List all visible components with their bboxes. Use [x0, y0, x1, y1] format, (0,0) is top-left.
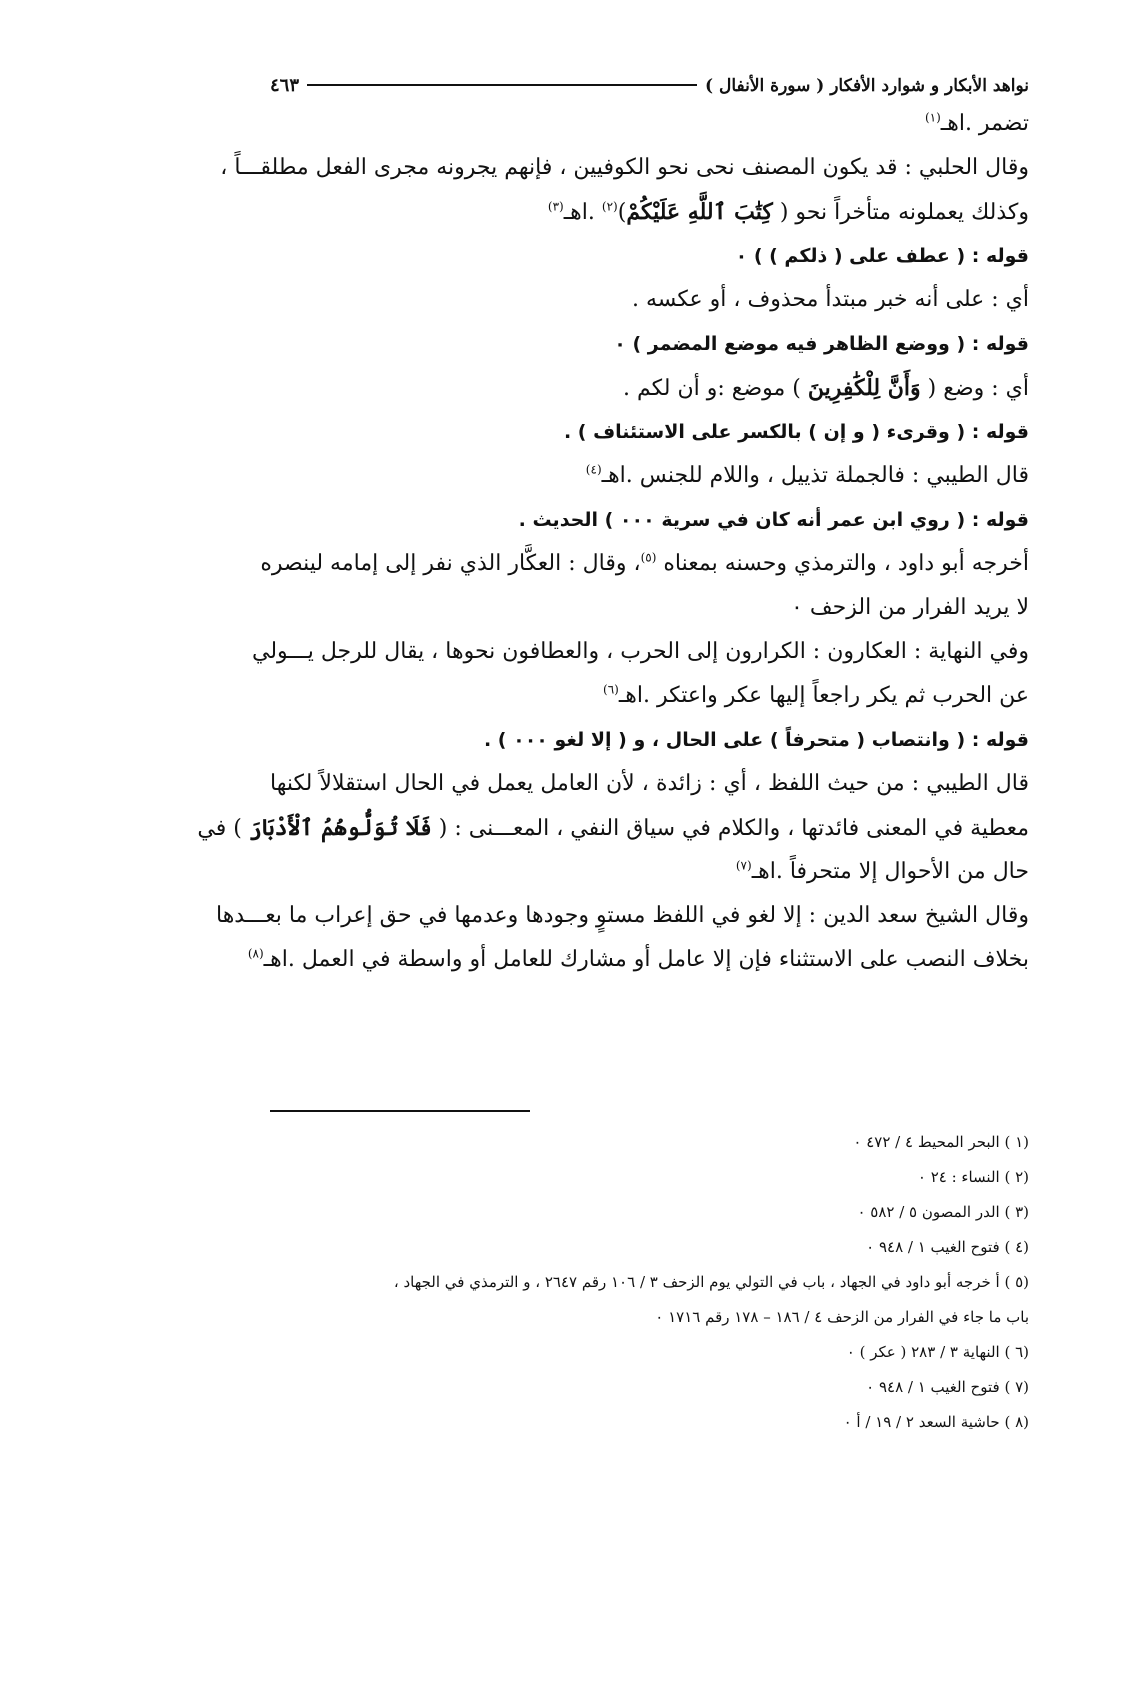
- text-line: [260, 542, 1029, 586]
- footnotes: [270, 1125, 1029, 1440]
- footnote-item: (٨ ) حاشية السعد ٢ / ١٩ / أ ٠: [843, 1413, 1029, 1431]
- footnote-separator: [270, 1110, 530, 1112]
- line-text: تضمر .اهـ: [940, 111, 1029, 136]
- footnote-ref: (٧): [735, 858, 752, 873]
- text-line: [270, 366, 1029, 410]
- footnote-item: (٥ ) أ خرجه أبو داود في الجهاد ، باب في التولي يوم الزحف ٣ / ١٠٦ رقم ٢٦٤٧ ، و الترمذي في الجهاد ،: [393, 1273, 1029, 1291]
- footnote-item: (٤ ) فتوح الغيب ١ / ٩٤٨ ٠: [866, 1238, 1029, 1256]
- line-text: أي : على أنه خبر مبتدأ محذوف ، أو عكسه .: [631, 287, 1029, 312]
- line-text: أي : وضع (: [920, 376, 1029, 401]
- text-line: [270, 278, 1029, 322]
- line-text: ، وقال : العكَّار الذي نفر إلى إمامه لينصره: [260, 551, 641, 576]
- footnote-ref: (٣): [547, 199, 564, 214]
- text-line: [270, 454, 1029, 498]
- line-text: وقال الحلبي : قد يكون المصنف نحى نحو الكوفيين ، فإنهم يجرونه مجرى الفعل مطلقـــاً ،: [220, 155, 1029, 180]
- line-text: قوله : ( وقرىء ( و إن ) بالكسر على الاستئناف ) .: [563, 421, 1029, 443]
- running-header: [270, 60, 1029, 96]
- text-line: [270, 850, 1029, 894]
- footnote-ref: (٤): [585, 462, 602, 477]
- book-page: [197, 60, 1029, 982]
- line-text: عن الحرب ثم يكر راجعاً إليها عكر واعتكر .اهـ: [618, 683, 1029, 708]
- heading-line: [270, 234, 1029, 278]
- line-text: قال الطيبي : فالجملة تذييل ، واللام للجنس .اهـ: [601, 463, 1029, 488]
- footnote-item: (١ ) البحر المحيط ٤ / ٤٧٢ ٠: [853, 1133, 1029, 1151]
- footnote-item: باب ما جاء في الفرار من الزحف ٤ / ١٨٦ – ١٧٨ رقم ١٧١٦ ٠: [655, 1308, 1029, 1326]
- footnote-ref: (٢): [601, 199, 618, 214]
- line-text: قال الطيبي : من حيث اللفظ ، أي : زائدة ، لأن العامل يعمل في الحال استقلالاً لكنها: [270, 771, 1029, 796]
- heading-line: [270, 410, 1029, 454]
- line-text: وكذلك يعملونه متأخراً نحو (: [772, 200, 1029, 225]
- text-line: [270, 190, 1029, 234]
- heading-line: [270, 498, 1029, 542]
- line-text: لا يريد الفرار من الزحف ٠: [791, 595, 1029, 620]
- text-line: [252, 630, 1029, 674]
- heading-line: [270, 322, 1029, 366]
- footnote-item: (٢ ) النساء : ٢٤ ٠: [917, 1168, 1029, 1186]
- footnote-ref: (٦): [603, 682, 619, 697]
- line-text: حال من الأحوال إلا متحرفاً .اهـ: [751, 859, 1029, 884]
- text-line: [270, 674, 1029, 718]
- text-line: [270, 586, 1029, 630]
- line-text: أخرجه أبو داود ، والترمذي وحسنه بمعناه: [656, 551, 1029, 576]
- line-text: بخلاف النصب على الاستثناء فإن إلا عامل أو مشارك للعامل أو واسطة في العمل .اهـ: [263, 947, 1029, 972]
- text-line: [247, 938, 1029, 982]
- text-line: [270, 102, 1029, 146]
- footnote-item: (٣ ) الدر المصون ٥ / ٥٨٢ ٠: [857, 1203, 1029, 1221]
- line-text: معطية في المعنى فائدتها ، والكلام في سياق النفي ، المعـــنى : (: [431, 816, 1029, 841]
- main-text: [197, 102, 1029, 982]
- line-text: .اهـ: [563, 200, 602, 225]
- line-text: قوله : ( ووضع الظاهر فيه موضع المضمر ) ٠: [614, 333, 1029, 355]
- footnote-item: (٦ ) النهاية ٣ / ٢٨٣ ( عكر ) ٠: [846, 1343, 1029, 1361]
- line-text: وقال الشيخ سعد الدين : إلا لغو في اللفظ مستوٍ وجودها وعدمها في حق إعراب ما بعـــدها: [216, 903, 1029, 928]
- heading-line: [270, 718, 1029, 762]
- text-line: [216, 894, 1029, 938]
- text-line: [220, 146, 1029, 190]
- line-text: ) موضع :و أن لكم .: [622, 376, 808, 401]
- page-number: ٤٦٣: [270, 75, 300, 96]
- footnote-ref: (٥): [640, 550, 657, 565]
- header-title: نواهد الأبكار و شوارد الأفكار ( سورة الأنفال ): [705, 76, 1029, 96]
- line-text: وفي النهاية : العكارون : الكرارون إلى الحرب ، والعطافون نحوها ، يقال للرجل يـــولي: [252, 639, 1029, 664]
- line-text: قوله : ( وانتصاب ( متحرفاً ) على الحال ، و ( إلا لغو ٠٠٠ ) .: [483, 729, 1029, 751]
- line-text: ) في: [197, 816, 249, 841]
- quran-verse: فَلَا تُوَلُّوهُمُ ٱلْأَدْبَارَ: [248, 815, 432, 841]
- line-text: قوله : ( روي ابن عمر أنه كان في سرية ٠٠٠ ) الحديث .: [518, 509, 1029, 531]
- quran-verse: كِتَٰبَ ٱللَّهِ عَلَيْكُمْ: [626, 199, 773, 225]
- quran-verse: وَأَنَّ لِلْكَٰفِرِينَ: [807, 375, 921, 401]
- line-text: قوله : ( عطف على ( ذلكم ) ) ٠: [735, 245, 1029, 267]
- line-text: ): [617, 200, 627, 225]
- text-line: [270, 762, 1029, 806]
- footnote-ref: (٨): [247, 946, 264, 961]
- footnote-ref: (١): [924, 110, 941, 125]
- text-line: [197, 806, 1029, 850]
- footnote-item: (٧ ) فتوح الغيب ١ / ٩٤٨ ٠: [866, 1378, 1029, 1396]
- header-rule: [307, 84, 697, 86]
